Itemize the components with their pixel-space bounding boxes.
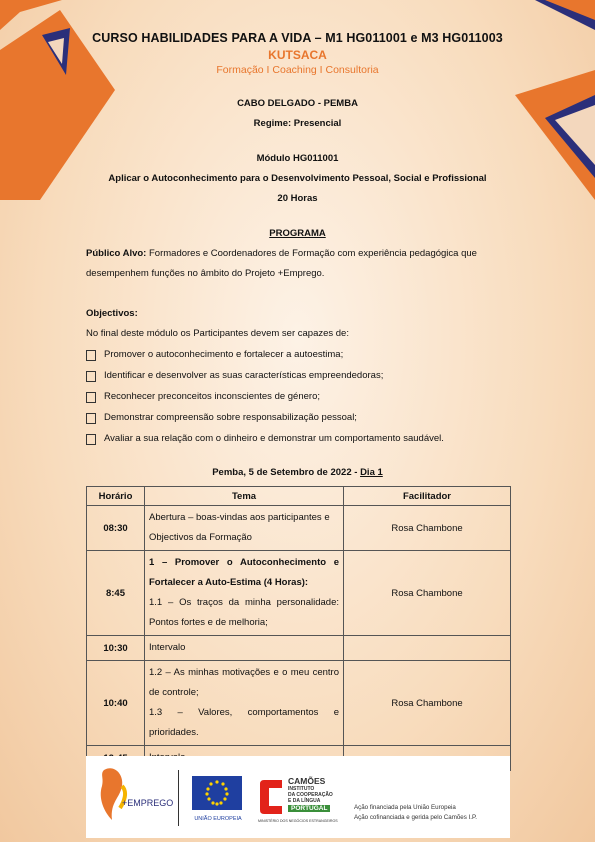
brand-tagline: Formação I Coaching I Consultoria xyxy=(216,64,379,76)
module-name: Aplicar o Autoconhecimento para o Desenvolvimento Pessoal, Social e Profissional xyxy=(108,173,487,184)
row-facilitator: Rosa Chambone xyxy=(344,661,511,746)
bullet-box-icon xyxy=(86,413,96,424)
camoes-title: CAMÕES xyxy=(288,776,326,786)
schedule-date-line xyxy=(0,467,595,478)
location: CABO DELGADO - PEMBA xyxy=(237,98,358,109)
eu-flag-icon xyxy=(192,776,242,814)
row-theme-detail: 1.1 – Os traços da minha personalidade: Pontos fortes e de melhoria; xyxy=(149,597,339,628)
camoes-subtitle xyxy=(288,786,333,804)
audience-line-1 xyxy=(86,248,477,259)
table-row xyxy=(87,506,511,551)
objective-item xyxy=(86,391,320,403)
objective-item xyxy=(86,433,444,445)
module-hours: 20 Horas xyxy=(277,193,318,204)
row-theme xyxy=(145,551,344,636)
schedule-date: Pemba, 5 de Setembro de 2022 - xyxy=(212,467,361,478)
footer-divider xyxy=(178,770,179,826)
camoes-ministry: MINISTÉRIO DOS NEGÓCIOS ESTRANGEIROS xyxy=(258,819,338,823)
footer-logo-strip xyxy=(86,756,510,838)
header-tema: Tema xyxy=(145,487,344,506)
eu-label: UNIÃO EUROPEIA xyxy=(194,816,242,822)
row-facilitator: Rosa Chambone xyxy=(344,551,511,636)
brand-name: KUTSACA xyxy=(268,48,327,62)
row-theme xyxy=(145,661,344,746)
audience-text-2: desempenhem funções no âmbito do Projeto +Emprego. xyxy=(86,268,325,279)
objective-text: Reconhecer preconceitos inconscientes de género; xyxy=(104,391,320,402)
bullet-box-icon xyxy=(86,392,96,403)
row-theme: Intervalo xyxy=(145,636,344,661)
camoes-logo-icon xyxy=(258,778,284,816)
row-theme-a: 1.2 – As minhas motivações e o meu centro de controle; xyxy=(149,667,339,698)
regime: Regime: Presencial xyxy=(253,118,342,129)
objective-item xyxy=(86,370,383,382)
audience-label: Público Alvo: xyxy=(86,248,147,259)
objectives-heading: Objectivos: xyxy=(86,308,138,319)
schedule-day: Dia 1 xyxy=(360,467,383,478)
bullet-box-icon xyxy=(86,371,96,382)
course-title: CURSO HABILIDADES PARA A VIDA – M1 HG011001 e M3 HG011003 xyxy=(92,31,503,45)
emprego-logo-icon xyxy=(94,762,174,832)
camoes-line: DA COOPERAÇÃO xyxy=(288,792,333,798)
camoes-line: E DA LÍNGUA xyxy=(288,798,321,804)
row-time: 10:40 xyxy=(87,661,145,746)
audience-text-1: Formadores e Coordenadores de Formação com experiência pedagógica que xyxy=(146,248,477,259)
programa-heading: PROGRAMA xyxy=(269,228,326,239)
row-time: 8:45 xyxy=(87,551,145,636)
objective-item xyxy=(86,412,357,424)
row-facilitator: Rosa Chambone xyxy=(344,506,511,551)
table-row xyxy=(87,661,511,746)
objective-text: Demonstrar compreensão sobre responsabilização pessoal; xyxy=(104,412,357,423)
funding-line-1: Ação financiada pela União Europeia xyxy=(354,804,456,811)
header-facilitador: Facilitador xyxy=(344,487,511,506)
objective-item xyxy=(86,349,343,361)
objective-text: Identificar e desenvolver as suas características empreendedoras; xyxy=(104,370,384,381)
objective-text: Avaliar a sua relação com o dinheiro e demonstrar um comportamento saudável. xyxy=(104,433,444,444)
objectives-intro: No final deste módulo os Participantes devem ser capazes de: xyxy=(86,328,349,339)
bullet-box-icon xyxy=(86,434,96,445)
row-theme-section: 1 – Promover o Autoconhecimento e Fortalecer a Auto-Estima (4 Horas): xyxy=(149,557,339,588)
row-theme: Abertura – boas-vindas aos participantes e Objectivos da Formação xyxy=(145,506,344,551)
schedule-table xyxy=(86,486,511,771)
row-time: 10:30 xyxy=(87,636,145,661)
table-row xyxy=(87,551,511,636)
module-code: Módulo HG011001 xyxy=(256,153,339,164)
table-header-row xyxy=(87,487,511,506)
bullet-box-icon xyxy=(86,350,96,361)
row-theme-b: 1.3 – Valores, comportamentos e prioridades. xyxy=(149,707,339,738)
objective-text: Promover o autoconhecimento e fortalecer a autoestima; xyxy=(104,349,344,360)
camoes-line: INSTITUTO xyxy=(288,786,315,792)
table-row xyxy=(87,636,511,661)
emprego-text: +EMPREGO xyxy=(122,798,174,808)
row-time: 08:30 xyxy=(87,506,145,551)
funding-line-2: Ação cofinanciada e gerida pelo Camões I.P. xyxy=(354,814,478,821)
row-facilitator xyxy=(344,636,511,661)
camoes-country: PORTUGAL xyxy=(288,805,330,812)
header-horario: Horário xyxy=(87,487,145,506)
